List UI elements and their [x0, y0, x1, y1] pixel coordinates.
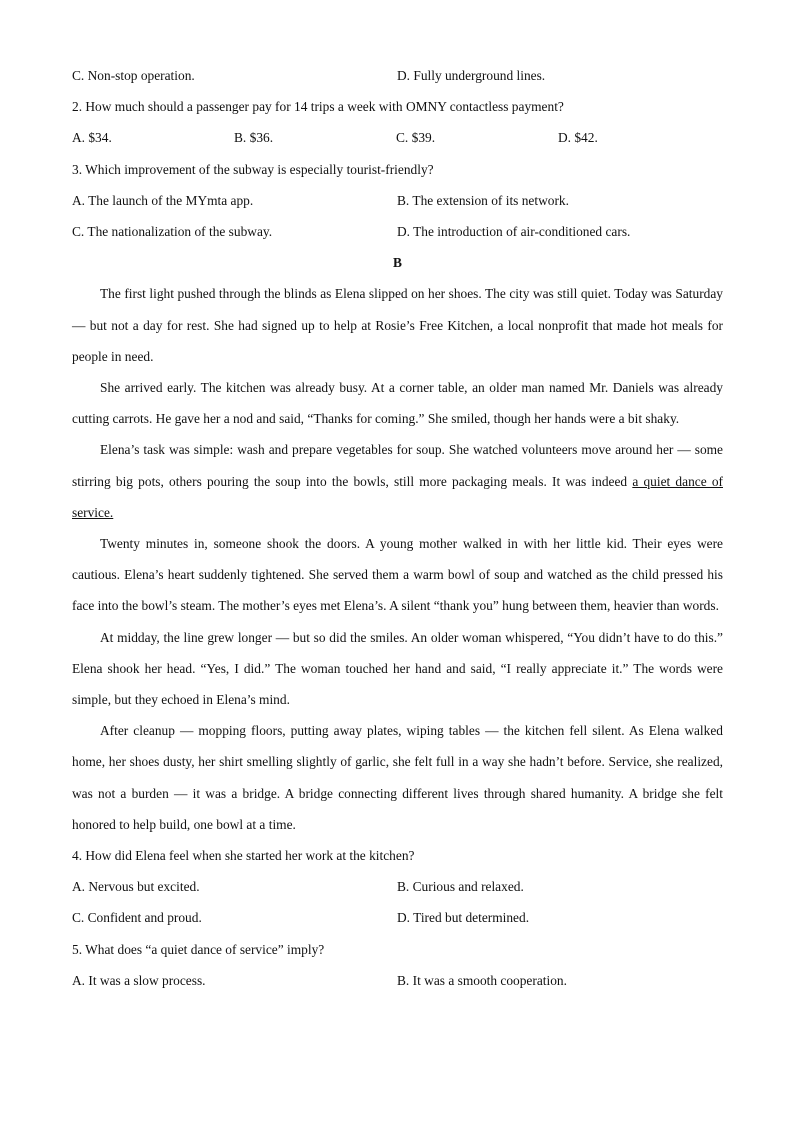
section-heading: B [393, 255, 402, 271]
paragraph-text: Elena’s task was simple: wash and prepare vegetables for soup. She watched volunteers move around her — some stirring big pots, others pouring the soup into the bowls, still more packaging meals. It was indeed [72, 442, 723, 489]
question-5: 5. What does “a quiet dance of service” imply? [72, 941, 325, 957]
option-d: D. Tired but determined. [397, 910, 530, 926]
paragraph-text: She arrived early. The kitchen was already busy. At a corner table, an older man named Mr. Daniels was already cutting carrots. He gave her a nod and said, “Thanks for coming.” She smiled, though her hands were a bit shaky. [72, 379, 723, 427]
option-a: A. It was a slow process. [72, 972, 206, 988]
question-2: 2. How much should a passenger pay for 14 trips a week with OMNY contactless payment? [72, 99, 564, 115]
page-content [72, 60, 723, 996]
option-b: B. Curious and relaxed. [397, 879, 524, 895]
question-3-options-ab [72, 185, 723, 216]
question-4: 4. How did Elena feel when she started her work at the kitchen? [72, 847, 415, 863]
paragraph-text: Twenty minutes in, someone shook the doors. A young mother walked in with her little kid. Their eyes were cautious. Elena’s heart suddenly tightened. She served them a warm bowl of soup and watched as the child pressed his face into the bowl’s steam. The mother’s eyes met Elena’s. A silent “thank you” hung between them, heavier than words. [72, 535, 723, 614]
option-a: A. Nervous but excited. [72, 879, 200, 895]
option-d: D. $42. [558, 130, 598, 146]
question-4-options-ab [72, 871, 723, 902]
option-c: C. $39. [396, 130, 436, 146]
paragraph-text: After cleanup — mopping floors, putting away plates, wiping tables — the kitchen fell silent. As Elena walked home, her shoes dusty, her shirt smelling slightly of garlic, she felt full in a way she hadn’t before. Service, she realized, was not a burden — it was a bridge. A bridge connecting different lives through shared humanity. A bridge she felt honored to help build, one bowl at a time. [72, 723, 723, 832]
option-d: D. Fully underground lines. [397, 68, 546, 83]
option-c: C. The nationalization of the subway. [72, 223, 273, 239]
passage-paragraph [72, 528, 723, 622]
question-2-options [72, 122, 723, 153]
question-3-options-cd [72, 216, 723, 247]
question-5-options-ab [72, 965, 723, 996]
passage-paragraph [72, 434, 723, 528]
underlined-phrase: a quiet dance of service. [72, 473, 723, 520]
option-b: B. It was a smooth cooperation. [397, 972, 567, 988]
passage-paragraph [72, 372, 723, 434]
passage-paragraph [72, 715, 723, 840]
option-c: C. Confident and proud. [72, 910, 202, 926]
passage-paragraph [72, 278, 723, 372]
option-c: C. Non-stop operation. [72, 68, 195, 83]
paragraph-text: At midday, the line grew longer — but so did the smiles. An older woman whispered, “You didn’t have to do this.” Elena shook her head. “Yes, I did.” The woman touched her hand and said, “I really appreciate it.” The words were simple, but they echoed in Elena’s mind. [72, 629, 723, 707]
carryover-options-row [72, 60, 723, 91]
passage-paragraph [72, 622, 723, 716]
option-a: A. $34. [72, 130, 112, 146]
option-b: B. The extension of its network. [397, 192, 569, 208]
question-3: 3. Which improvement of the subway is especially tourist-friendly? [72, 161, 434, 177]
paragraph-text: The first light pushed through the blinds as Elena slipped on her shoes. The city was still quiet. Today was Saturday — but not a day for rest. She had signed up to help at Rosie’s Free Kitchen, a local nonprofit that made hot meals for people in need. [72, 286, 723, 364]
question-4-options-cd [72, 902, 723, 933]
option-a: A. The launch of the MYmta app. [72, 192, 254, 208]
option-b: B. $36. [234, 130, 274, 146]
option-d: D. The introduction of air-conditioned cars. [397, 223, 631, 239]
